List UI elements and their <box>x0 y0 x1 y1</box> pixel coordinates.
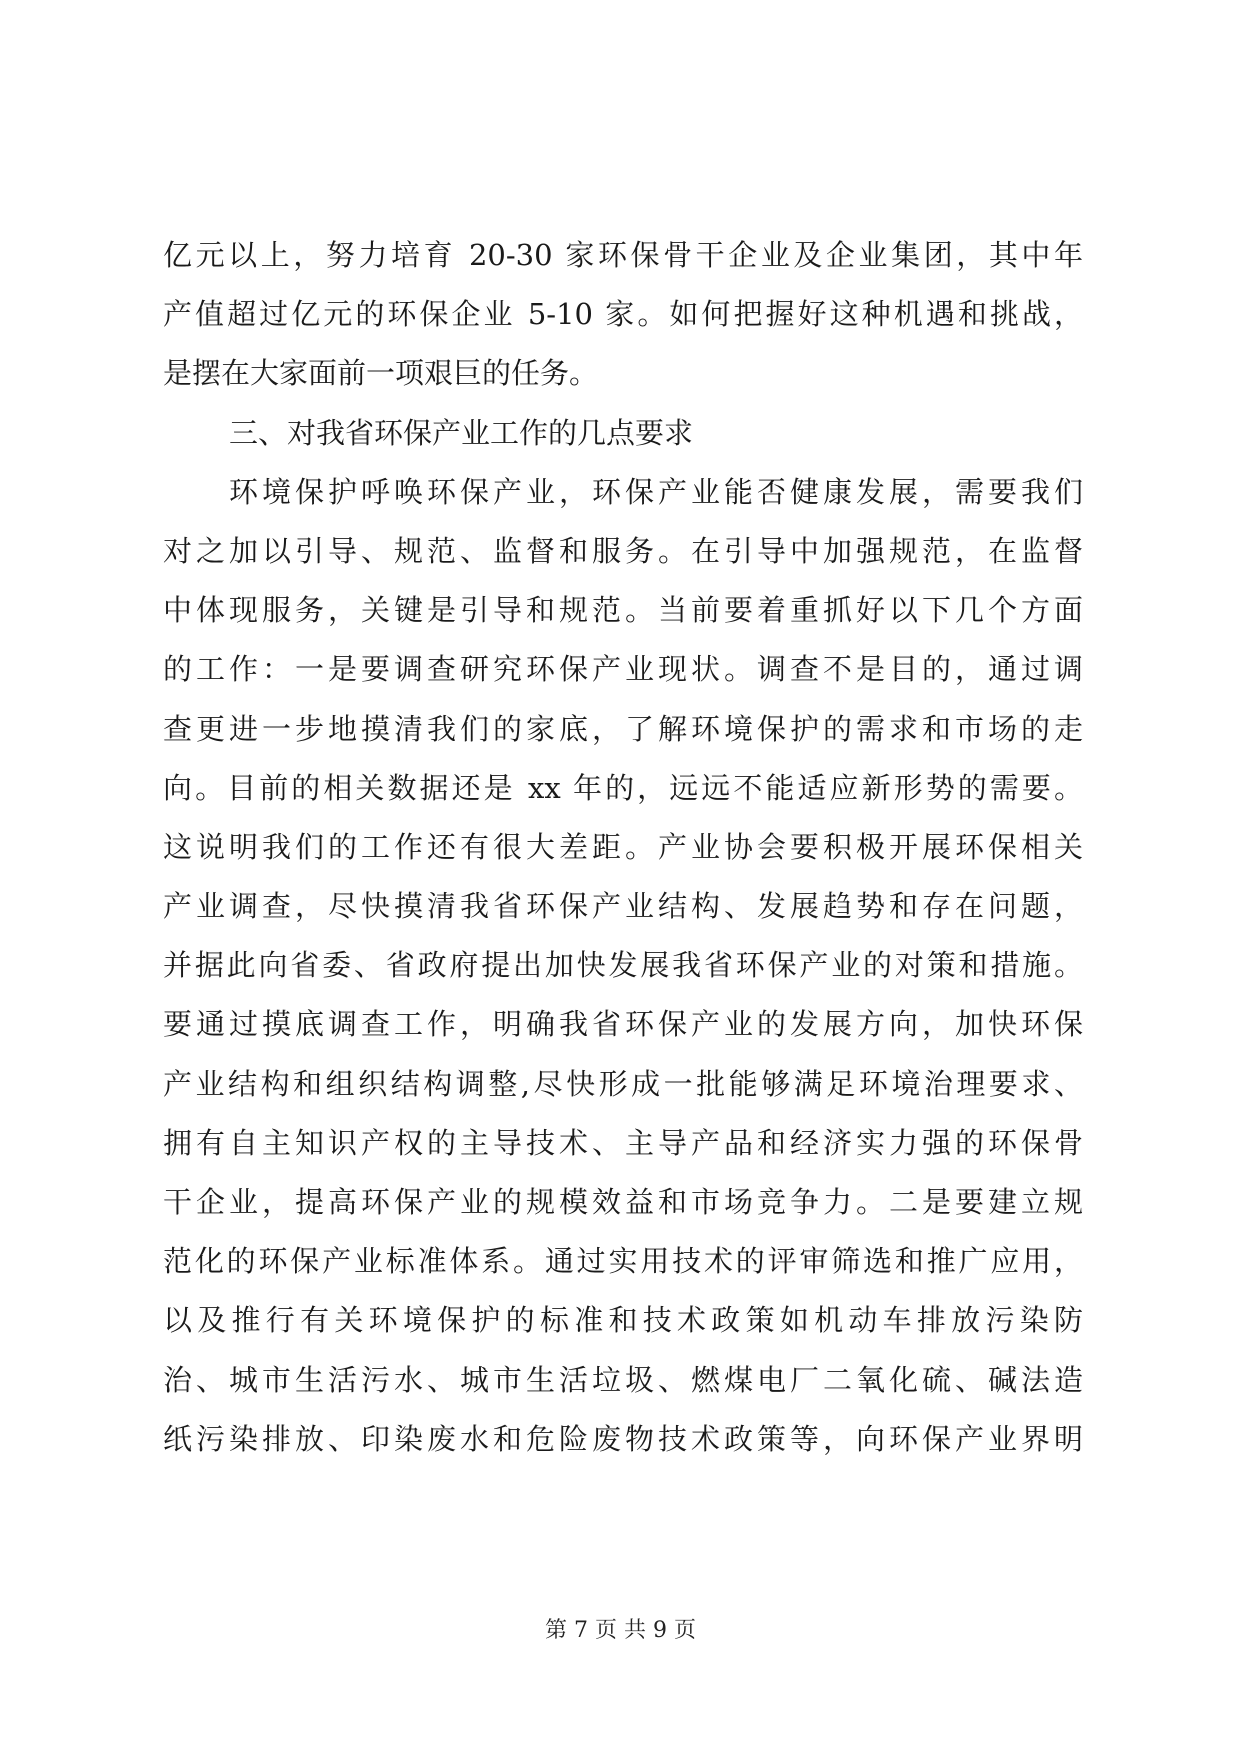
text-line: 向。目前的相关数据还是 xx 年的，远远不能适应新形势的需要。 <box>163 770 1083 805</box>
text-line: 拥有自主知识产权的主导技术、主导产品和经济实力强的环保骨 <box>163 1125 1083 1160</box>
text-line: 的工作：一是要调查研究环保产业现状。调查不是目的，通过调 <box>163 652 1083 687</box>
text-line: 亿元以上，努力培育 20-30 家环保骨干企业及企业集团，其中年 <box>163 238 1083 272</box>
text-line: 产业调查，尽快摸清我省环保产业结构、发展趋势和存在问题， <box>163 889 1083 924</box>
page-footer: 第 7 页 共 9 页 <box>545 1618 696 1643</box>
text-line: 查更进一步地摸清我们的家底，了解环境保护的需求和市场的走 <box>163 711 1083 746</box>
text-line: 以及推行有关环境保护的标准和技术政策如机动车排放污染防 <box>163 1303 1083 1338</box>
text-line: 范化的环保产业标准体系。通过实用技术的评审筛选和推广应用， <box>163 1244 1083 1279</box>
text-line: 纸污染排放、印染废水和危险废物技术政策等，向环保产业界明 <box>163 1421 1083 1456</box>
text-line: 要通过摸底调查工作，明确我省环保产业的发展方向，加快环保 <box>163 1007 1083 1042</box>
text-line: 产业结构和组织结构调整,尽快形成一批能够满足环境治理要求、 <box>163 1066 1083 1101</box>
text-line: 对之加以引导、规范、监督和服务。在引导中加强规范，在监督 <box>163 533 1083 568</box>
text-line: 中体现服务，关键是引导和规范。当前要着重抓好以下几个方面 <box>163 593 1083 628</box>
body-text <box>163 226 1083 1469</box>
text-line: 三、对我省环保产业工作的几点要求 <box>229 415 694 450</box>
text-line: 干企业，提高环保产业的规模效益和市场竞争力。二是要建立规 <box>163 1185 1083 1219</box>
text-line: 是摆在大家面前一项艰巨的任务。 <box>163 356 599 391</box>
text-line: 这说明我们的工作还有很大差距。产业协会要积极开展环保相关 <box>163 829 1083 864</box>
text-line: 产值超过亿元的环保企业 5-10 家。如何把握好这种机遇和挑战， <box>163 297 1083 332</box>
text-line: 治、城市生活污水、城市生活垃圾、燃煤电厂二氧化硫、碱法造 <box>163 1362 1083 1397</box>
text-line: 并据此向省委、省政府提出加快发展我省环保产业的对策和措施。 <box>163 948 1083 983</box>
text-line: 环境保护呼唤环保产业，环保产业能否健康发展，需要我们 <box>229 474 1083 509</box>
